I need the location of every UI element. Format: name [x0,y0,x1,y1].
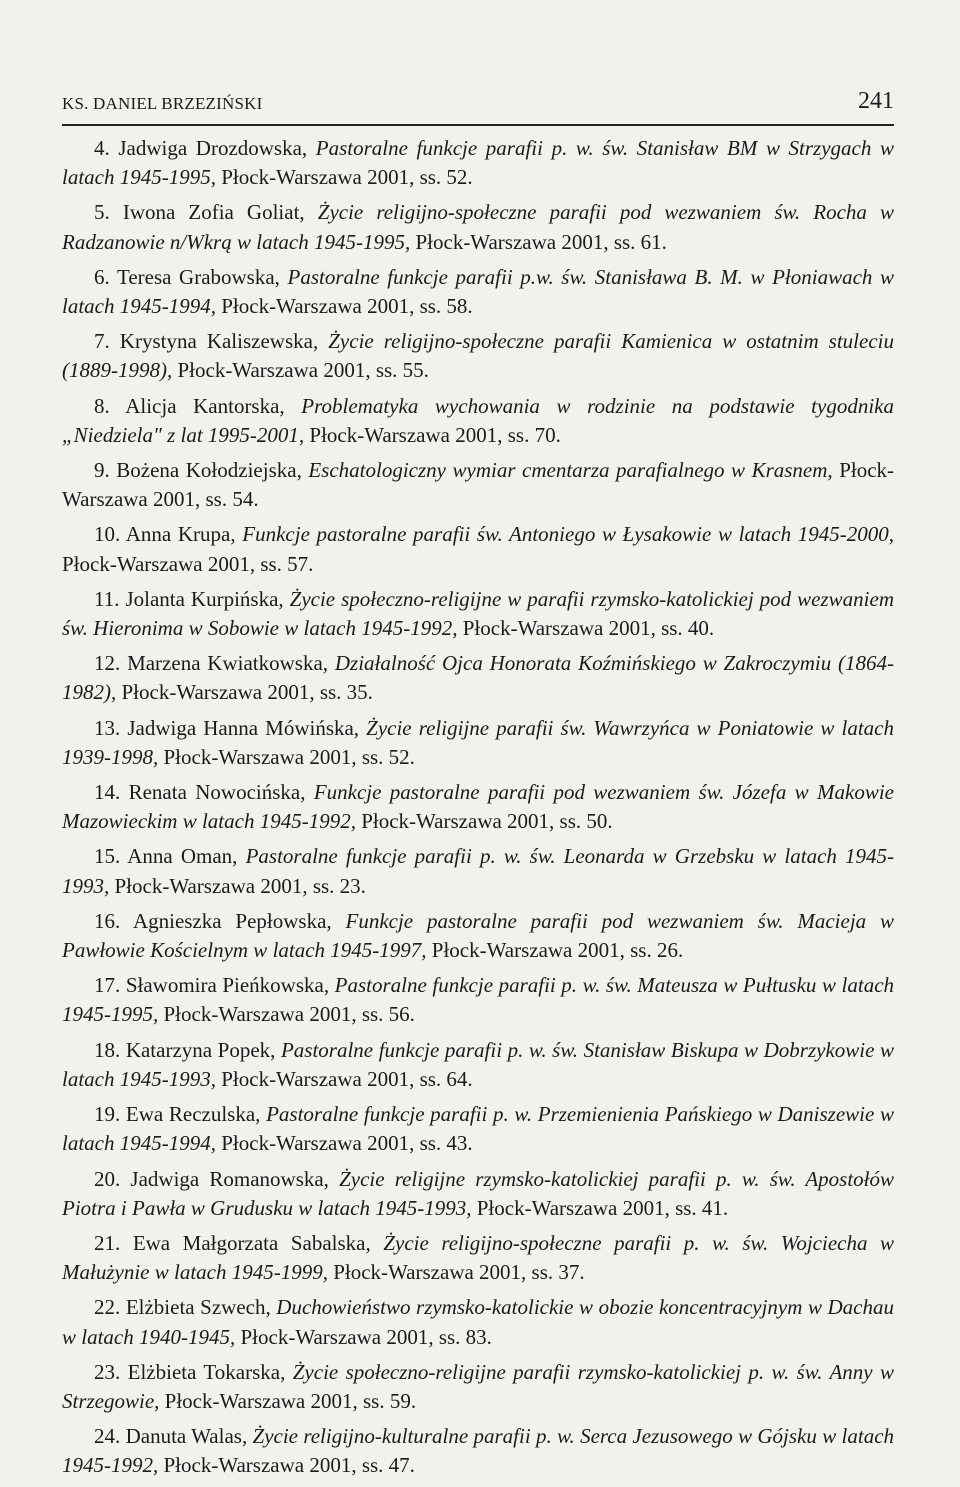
entry-author: Danuta Walas, [125,1424,248,1449]
entry-publication: Płock-Warszawa 2001, ss. 23. [114,873,366,898]
entry-publication: Płock-Warszawa 2001, ss. 41. [476,1195,729,1220]
entry-author: Renata Nowocińska, [128,780,306,805]
entry-author: Anna Oman, [127,844,238,869]
entry-publication: Płock-Warszawa 2001, ss. 52. [163,744,415,769]
entry-title: Pastoralne funkcje parafii p. w. św. Stanisław BM w Strzygach w latach 1945-1995, [62,136,894,190]
entry-publication: Płock-Warszawa 2001, ss. 37. [333,1260,585,1285]
entry-author: Ewa Małgorzata Sabalska, [132,1230,371,1255]
entry-title: Problematyka wychowania w rodzinie na podstawie tygodnika „Niedziela" z lat 1995-2001, [62,393,894,447]
entry-number: 21. [94,1230,121,1255]
entry-title: Życie religijno-społeczne parafii p. w. św. Wojciecha w Małużynie w latach 1945-1999, [62,1230,895,1285]
entry-author: Ewa Reczulska, [125,1102,261,1127]
entry-author: Agnieszka Pepłowska, [132,908,332,933]
entry-title: Pastoralne funkcje parafii p.w. św. Stanisława B. M. w Płoniawach w latach 1945-1994, [62,264,895,319]
entry-title: Życie religijne parafii św. Wawrzyńca w Poniatowie w latach 1939-1998, [62,715,894,769]
bibliography-entry [62,585,894,643]
entry-publication: Płock-Warszawa 2001, ss. 40. [462,616,715,641]
entry-title: Pastoralne funkcje parafii p. w. św. Leonarda w Grzebsku w latach 1945-1993, [62,844,895,898]
bibliography-entry [62,456,894,514]
bibliography-entry [62,520,894,578]
bibliography-entry [62,1293,894,1351]
entry-author: Katarzyna Popek, [125,1037,276,1062]
entry-publication: Płock-Warszawa 2001, ss. 58. [221,294,473,319]
entry-title: Działalność Ojca Honorata Koźmińskiego w Zakroczymiu (1864-1982), [62,651,895,705]
entry-publication: Płock-Warszawa 2001, ss. 61. [415,229,667,254]
entry-title: Życie religijno-społeczne parafii pod wezwaniem św. Rocha w Radzanowie n/Wkrą w latach 1945-1995, [62,200,894,254]
bibliography-entry [62,649,894,707]
bibliography-entry [62,327,894,385]
entry-publication: Płock-Warszawa 2001, ss. 26. [431,938,684,963]
entry-publication: Płock-Warszawa 2001, ss. 64. [221,1066,473,1091]
entry-author: Bożena Kołodziejska, [116,458,302,483]
bibliography-entry [62,1100,894,1158]
entry-title: Eschatologiczny wymiar cmentarza parafialnego w Krasnem, [308,458,833,483]
entry-number: 14. [94,780,121,805]
entry-publication: Płock-Warszawa 2001, ss. 52. [221,165,473,190]
entry-number: 4. [94,136,110,160]
entry-title: Funkcje pastoralne parafii pod wezwaniem św. Macieja w Pawłowie Kościelnym w latach 1945-1997, [62,908,894,963]
entry-publication: Płock-Warszawa 2001, ss. 54. [62,458,895,512]
entry-author: Jolanta Kurpińska, [125,586,284,611]
entry-author: Iwona Zofia Goliat, [122,200,305,225]
entry-number: 19. [94,1102,121,1127]
entry-number: 23. [94,1359,121,1384]
entry-publication: Płock-Warszawa 2001, ss. 43. [221,1131,473,1156]
entry-number: 8. [94,393,110,418]
entry-publication: Płock-Warszawa 2001, ss. 70. [309,422,561,447]
bibliography-entry [62,1036,894,1094]
bibliography-entry [62,134,894,192]
bibliography-entry [62,1422,894,1480]
entry-author: Jadwiga Drozdowska, [118,136,308,160]
bibliography-entry [62,198,894,256]
entry-author: Elżbieta Szwech, [125,1295,271,1320]
entry-title: Pastoralne funkcje parafii p. w. Przemienienia Pańskiego w Daniszewie w latach 1945-1994, [62,1102,894,1156]
header-rule [62,124,894,126]
entry-publication: Płock-Warszawa 2001, ss. 35. [121,680,373,705]
entry-author: Sławomira Pieńkowska, [125,973,330,998]
entry-number: 18. [94,1037,121,1062]
entry-title: Życie religijno-kulturalne parafii p. w. Serca Jezusowego w Gójsku w latach 1945-1992, [62,1424,895,1478]
entry-author: Anna Krupa, [125,522,236,547]
page-number: 241 [858,88,894,114]
entry-publication: Płock-Warszawa 2001, ss. 50. [361,809,613,834]
entry-title: Życie religijno-społeczne parafii Kamienica w ostatnim stuleciu (1889-1998), [62,329,894,383]
entry-number: 15. [94,844,121,869]
entry-publication: Płock-Warszawa 2001, ss. 83. [240,1324,492,1349]
entry-number: 5. [94,200,110,225]
entry-author: Krystyna Kaliszewska, [119,329,319,354]
bibliography-entry [62,1165,894,1223]
entry-title: Życie religijne rzymsko-katolickiej parafii p. w. św. Apostołów Piotra i Pawła w Grudusku w latach 1945-1993, [62,1166,895,1220]
bibliography-entry [62,778,894,836]
entry-author: Jadwiga Romanowska, [130,1166,329,1191]
entry-title: Pastoralne funkcje parafii p. w. św. Stanisław Biskupa w Dobrzykowie w latach 1945-1993, [62,1037,894,1091]
entry-number: 22. [94,1295,121,1320]
entry-title: Pastoralne funkcje parafii p. w. św. Mateusza w Pułtusku w latach 1945-1995, [62,973,895,1027]
entry-publication: Płock-Warszawa 2001, ss. 59. [164,1388,417,1413]
bibliography-entry [62,392,894,450]
bibliography-entry [62,971,894,1029]
entry-publication: Płock-Warszawa 2001, ss. 47. [163,1453,415,1478]
bibliography-entry [62,1358,894,1416]
entry-number: 11. [94,586,120,611]
entry-author: Elżbieta Tokarska, [127,1359,286,1384]
bibliography-entry [62,842,894,900]
entry-number: 7. [94,329,110,354]
entry-author: Teresa Grabowska, [116,264,280,289]
entry-title: Duchowieństwo rzymsko-katolickie w obozie koncentracyjnym w Dachau w latach 1940-1945, [62,1295,895,1349]
bibliography-entry [62,714,894,772]
entry-author: Marzena Kwiatkowska, [127,651,329,676]
entry-number: 9. [94,458,110,483]
entry-number: 13. [94,715,121,740]
entry-number: 6. [94,264,110,289]
entry-title: Funkcje pastoralne parafii pod wezwaniem św. Józefa w Makowie Mazowieckim w latach 1945-1992, [62,780,894,834]
entry-number: 10. [94,522,121,547]
entry-number: 16. [94,908,121,933]
entry-number: 24. [94,1424,121,1449]
entry-number: 20. [94,1166,121,1191]
entry-number: 12. [94,651,121,676]
entry-publication: Płock-Warszawa 2001, ss. 56. [163,1002,415,1027]
bibliography-entry [62,907,894,965]
running-header [62,88,894,124]
bibliography-entry [62,1229,894,1287]
entry-title: Życie społeczno-religijne parafii rzymsko-katolickiej p. w. św. Anny w Strzegowie, [62,1359,895,1413]
entry-author: Jadwiga Hanna Mówińska, [127,715,360,740]
entry-publication: Płock-Warszawa 2001, ss. 55. [177,358,429,383]
bibliography-list [62,134,894,1487]
running-head-author: KS. DANIEL BRZEZIŃSKI [62,94,263,113]
entry-title: Funkcje pastoralne parafii św. Antoniego w Łysakowie w latach 1945-2000, [242,522,894,547]
entry-publication: Płock-Warszawa 2001, ss. 57. [62,551,314,576]
entry-number: 17. [94,973,121,998]
entry-author: Alicja Kantorska, [125,393,285,418]
entry-title: Życie społeczno-religijne w parafii rzymsko-katolickiej pod wezwaniem św. Hieronima w Sobowie w latach 1945-1992, [62,586,894,641]
bibliography-entry [62,263,894,321]
